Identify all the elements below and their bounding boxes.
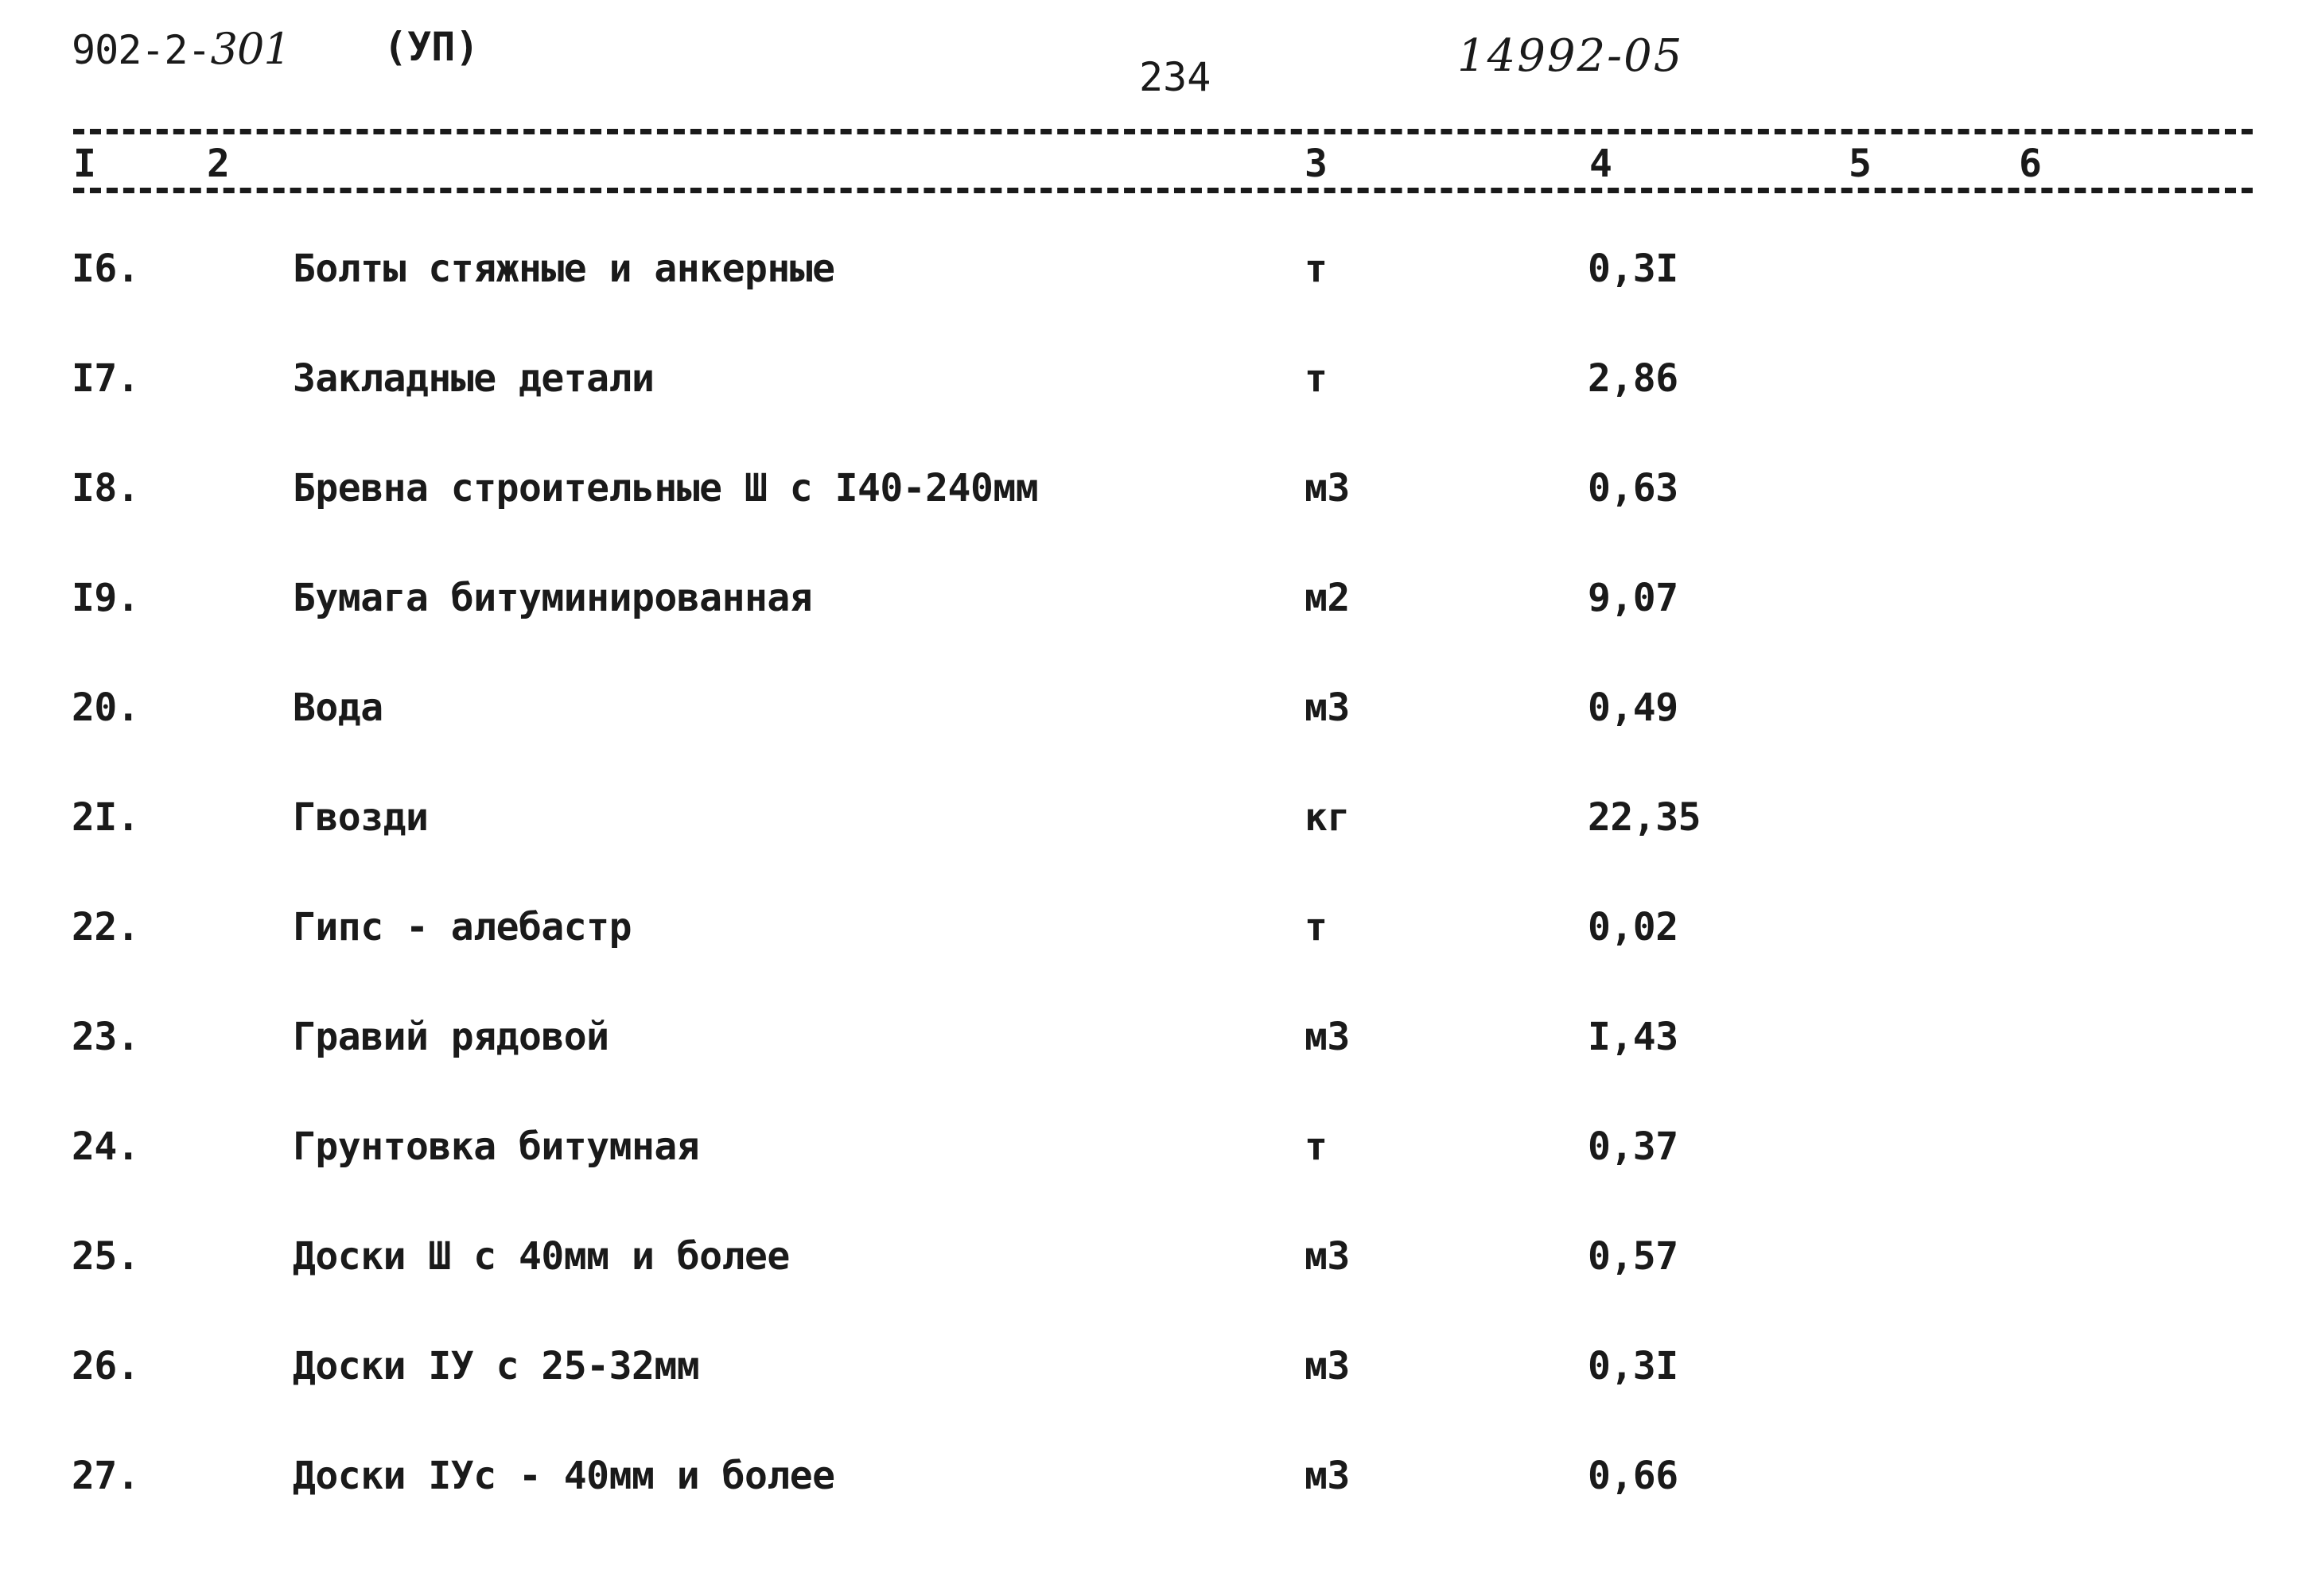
table-row — [0, 1344, 2302, 1408]
quantity: 0,63 — [1588, 466, 1678, 511]
dashed-rule-bottom — [73, 188, 2253, 193]
dashed-rule-top — [73, 129, 2253, 134]
unit: м2 — [1305, 576, 1350, 620]
table-row — [0, 466, 2302, 530]
column-number-5: 5 — [1845, 142, 1875, 186]
unit: т — [1305, 356, 1328, 401]
row-number: 23. — [72, 1015, 140, 1059]
row-number: I9. — [72, 576, 140, 620]
table-row — [0, 1124, 2302, 1188]
row-number: I8. — [72, 466, 140, 511]
quantity: 2,86 — [1588, 356, 1678, 401]
column-number-6: 6 — [2016, 142, 2045, 186]
material-name: Закладные детали — [293, 356, 655, 401]
unit: м3 — [1305, 1015, 1350, 1059]
unit: м3 — [1305, 466, 1350, 511]
table-row — [0, 685, 2302, 749]
quantity: 0,3I — [1588, 247, 1678, 291]
row-number: 24. — [72, 1124, 140, 1169]
document-code — [72, 24, 290, 74]
quantity: 0,49 — [1588, 685, 1678, 730]
unit: т — [1305, 1124, 1328, 1169]
table-row — [0, 1454, 2302, 1517]
archive-number: 14992-05 — [1457, 30, 1684, 82]
document-code-handwritten: 301 — [210, 24, 290, 74]
quantity: 0,37 — [1588, 1124, 1678, 1169]
column-number-3: 3 — [1301, 142, 1331, 186]
quantity: I,43 — [1588, 1015, 1678, 1059]
document-code-suffix: (УП) — [383, 24, 480, 70]
unit: м3 — [1305, 1234, 1350, 1279]
row-number: I6. — [72, 247, 140, 291]
table-row — [0, 576, 2302, 639]
unit: м3 — [1305, 685, 1350, 730]
material-name: Вода — [293, 685, 383, 730]
unit: т — [1305, 247, 1328, 291]
material-name: Гипс - алебастр — [293, 905, 632, 949]
material-name: Доски IУс - 40мм и более — [293, 1454, 835, 1498]
unit: м3 — [1305, 1454, 1350, 1498]
material-name: Бумага битуминированная — [293, 576, 813, 620]
table-row — [0, 795, 2302, 859]
page-number: 234 — [1139, 54, 1211, 100]
row-number: 22. — [72, 905, 140, 949]
table-row — [0, 247, 2302, 310]
material-name: Бревна строительные Ш с I40-240мм — [293, 466, 1039, 511]
material-name: Гравий рядовой — [293, 1015, 609, 1059]
row-number: 20. — [72, 685, 140, 730]
quantity: 0,66 — [1588, 1454, 1678, 1498]
quantity: 22,35 — [1588, 795, 1701, 840]
quantity: 0,57 — [1588, 1234, 1678, 1279]
row-number: I7. — [72, 356, 140, 401]
table-row — [0, 1015, 2302, 1078]
row-number: 25. — [72, 1234, 140, 1279]
material-name: Доски Ш с 40мм и более — [293, 1234, 790, 1279]
table-row — [0, 356, 2302, 420]
quantity: 9,07 — [1588, 576, 1678, 620]
row-number: 27. — [72, 1454, 140, 1498]
table-row — [0, 1234, 2302, 1298]
row-number: 26. — [72, 1344, 140, 1388]
unit: т — [1305, 905, 1328, 949]
quantity: 0,3I — [1588, 1344, 1678, 1388]
table-row — [0, 905, 2302, 969]
column-number-4: 4 — [1586, 142, 1616, 186]
unit: кг — [1305, 795, 1350, 840]
unit: м3 — [1305, 1344, 1350, 1388]
column-number-2: 2 — [204, 142, 233, 186]
document-code-prefix: 902-2- — [72, 27, 211, 73]
material-name: Гвозди — [293, 795, 429, 840]
material-name: Доски IУ с 25-32мм — [293, 1344, 700, 1388]
quantity: 0,02 — [1588, 905, 1678, 949]
row-number: 2I. — [72, 795, 140, 840]
material-name: Болты стяжные и анкерные — [293, 247, 835, 291]
column-number-1: I — [70, 142, 99, 186]
material-name: Грунтовка битумная — [293, 1124, 700, 1169]
